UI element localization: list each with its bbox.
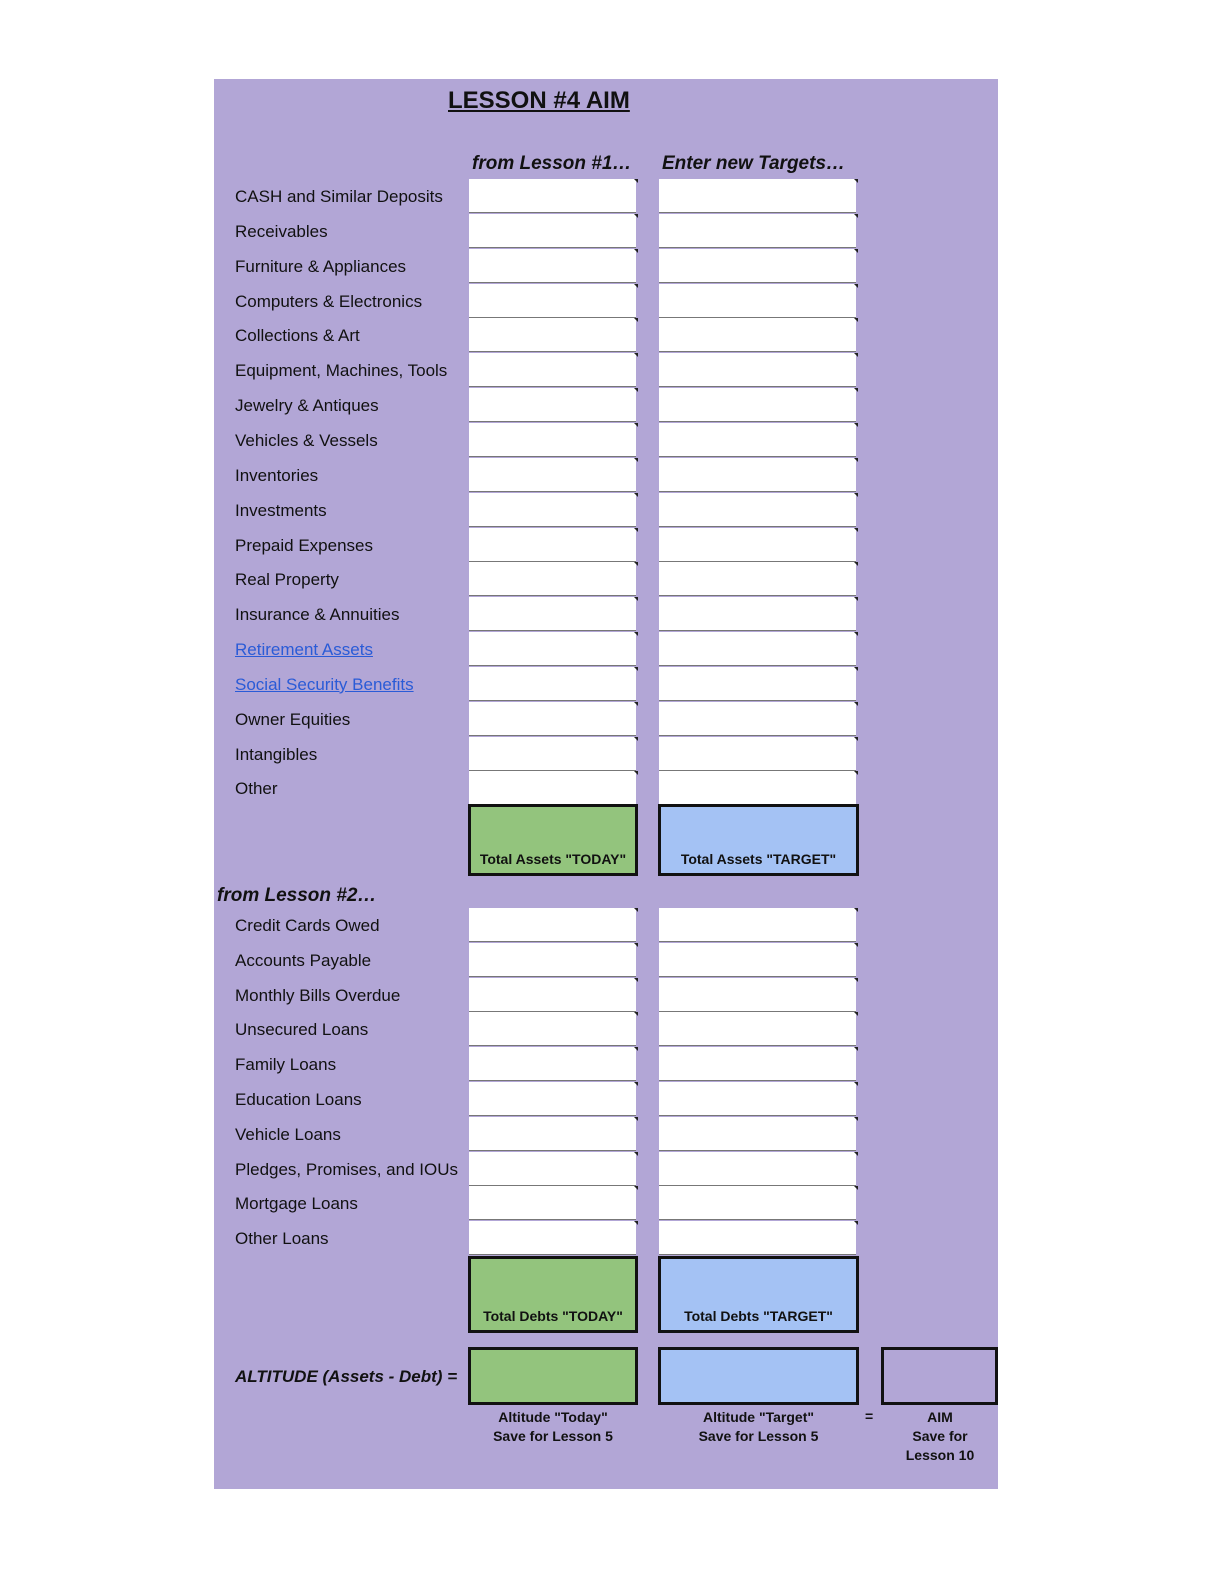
asset-row-label: Investments [235,500,327,520]
debt-row-today-input[interactable] [469,1221,636,1255]
debt-row-target-input[interactable] [659,1117,856,1151]
asset-row-today-input[interactable] [469,771,636,805]
asset-row-target-input[interactable] [659,737,856,771]
asset-row-label: Real Property [235,570,339,590]
total-debts-today-box[interactable] [468,1256,638,1333]
asset-row-label: Intangibles [235,744,318,764]
asset-row-label: Insurance & Annuities [235,605,400,625]
debt-row-today-input[interactable] [469,1117,636,1151]
asset-row-today-input[interactable] [469,388,636,422]
asset-row-label: Furniture & Appliances [235,256,407,276]
debt-row-target-input[interactable] [659,1012,856,1046]
debt-row-today-input[interactable] [469,1047,636,1081]
asset-row-target-input[interactable] [659,423,856,457]
asset-row-label[interactable]: Retirement Assets [235,640,373,660]
asset-row-today-input[interactable] [469,423,636,457]
asset-row-label: Collections & Art [235,326,360,346]
debt-row-label: Vehicle Loans [235,1124,341,1144]
altitude-target-box[interactable] [658,1347,859,1405]
total-assets-target-label: Total Assets "TARGET" [680,851,837,867]
asset-row-target-input[interactable] [659,597,856,631]
aim-caption-line3: Lesson 10 [905,1447,975,1463]
asset-row-label: CASH and Similar Deposits [235,187,443,206]
asset-row-today-input[interactable] [469,353,636,387]
altitude-today-caption-line2: Save for Lesson 5 [493,1428,613,1444]
asset-row-target-input[interactable] [659,214,856,248]
asset-row-today-input[interactable] [469,562,636,596]
asset-row-target-input[interactable] [659,667,856,701]
asset-row-label: Jewelry & Antiques [235,396,379,416]
debt-row-label: Pledges, Promises, and IOUs [235,1159,458,1179]
total-assets-target-box[interactable] [658,804,859,876]
column-header-target: Enter new Targets… [662,153,846,174]
asset-row-target-input[interactable] [659,771,856,805]
debt-row-target-input[interactable] [659,1082,856,1116]
worksheet [214,79,998,1489]
asset-row-label: Owner Equities [235,709,351,729]
debt-row-today-input[interactable] [469,978,636,1012]
equals-sign: = [865,1408,874,1424]
asset-row-today-input[interactable] [469,284,636,318]
total-debts-target-box[interactable] [658,1256,859,1333]
column-header-today: from Lesson #1… [472,153,632,174]
asset-row-label: Prepaid Expenses [235,535,373,555]
asset-row-today-input[interactable] [469,214,636,248]
altitude-today-box[interactable] [468,1347,638,1405]
asset-row-target-input[interactable] [659,388,856,422]
asset-row-label: Vehicles & Vessels [235,430,378,450]
asset-row-label: Computers & Electronics [235,291,423,311]
total-debts-today-label: Total Debts "TODAY" [483,1308,623,1324]
asset-row-today-input[interactable] [469,493,636,527]
asset-row-target-input[interactable] [659,458,856,492]
asset-row-today-input[interactable] [469,737,636,771]
page-title: LESSON #4 AIM [448,87,630,114]
debt-row-label: Mortgage Loans [235,1194,358,1214]
asset-row-today-input[interactable] [469,667,636,701]
asset-row-today-input[interactable] [469,597,636,631]
asset-row-label[interactable]: Social Security Benefits [235,674,414,694]
debt-row-today-input[interactable] [469,1082,636,1116]
asset-row-target-input[interactable] [659,353,856,387]
aim-caption-line1: AIM [927,1409,953,1425]
debt-row-label: Other Loans [235,1229,329,1249]
aim-box[interactable] [881,1347,998,1405]
debts-section-header: from Lesson #2… [217,885,377,906]
debt-row-label: Accounts Payable [235,950,372,970]
altitude-target-caption-line1: Altitude "Target" [702,1409,814,1425]
debt-row-label: Unsecured Loans [235,1020,369,1040]
asset-row-label: Inventories [235,465,319,485]
debt-row-today-input[interactable] [469,1186,636,1220]
debt-row-target-input[interactable] [659,1221,856,1255]
asset-row-today-input[interactable] [469,702,636,736]
total-assets-today-box[interactable] [468,804,638,876]
altitude-label: ALTITUDE (Assets - Debt) = [235,1367,458,1386]
altitude-today-caption-line1: Altitude "Today" [498,1409,608,1425]
debt-row-label: Credit Cards Owed [235,916,380,935]
asset-row-today-input[interactable] [469,249,636,283]
asset-row-today-input[interactable] [469,179,636,213]
asset-row-target-input[interactable] [659,284,856,318]
aim-caption-line2: Save for [912,1428,968,1444]
debt-row-today-input[interactable] [469,908,636,942]
asset-row-target-input[interactable] [659,493,856,527]
altitude-today-caption [468,1408,638,1446]
asset-row-today-input[interactable] [469,632,636,666]
debt-row-target-input[interactable] [659,1047,856,1081]
asset-row-today-input[interactable] [469,528,636,562]
debt-row-target-input[interactable] [659,1186,856,1220]
debt-row-target-input[interactable] [659,978,856,1012]
asset-row-today-input[interactable] [469,318,636,352]
asset-row-target-input[interactable] [659,702,856,736]
asset-row-target-input[interactable] [659,249,856,283]
debt-row-today-input[interactable] [469,943,636,977]
asset-row-label: Equipment, Machines, Tools [235,361,448,381]
debt-row-label: Education Loans [235,1090,362,1109]
total-assets-today-label: Total Assets "TODAY" [479,851,627,867]
aim-caption [890,1408,990,1465]
asset-row-target-input[interactable] [659,528,856,562]
debt-row-today-input[interactable] [469,1152,636,1186]
altitude-target-caption-line2: Save for Lesson 5 [698,1428,819,1444]
asset-row-target-input[interactable] [659,632,856,666]
asset-row-target-input[interactable] [659,562,856,596]
asset-row-today-input[interactable] [469,458,636,492]
debt-row-target-input[interactable] [659,908,856,942]
total-debts-target-label: Total Debts "TARGET" [684,1308,833,1324]
asset-row-target-input[interactable] [659,318,856,352]
debt-row-target-input[interactable] [659,943,856,977]
asset-row-target-input[interactable] [659,179,856,213]
debt-row-label: Family Loans [235,1055,337,1075]
debt-row-label: Monthly Bills Overdue [235,985,401,1005]
altitude-target-caption [658,1408,859,1446]
asset-row-label: Other [235,779,278,799]
asset-row-label: Receivables [235,221,328,241]
debt-row-today-input[interactable] [469,1012,636,1046]
debt-row-target-input[interactable] [659,1152,856,1186]
